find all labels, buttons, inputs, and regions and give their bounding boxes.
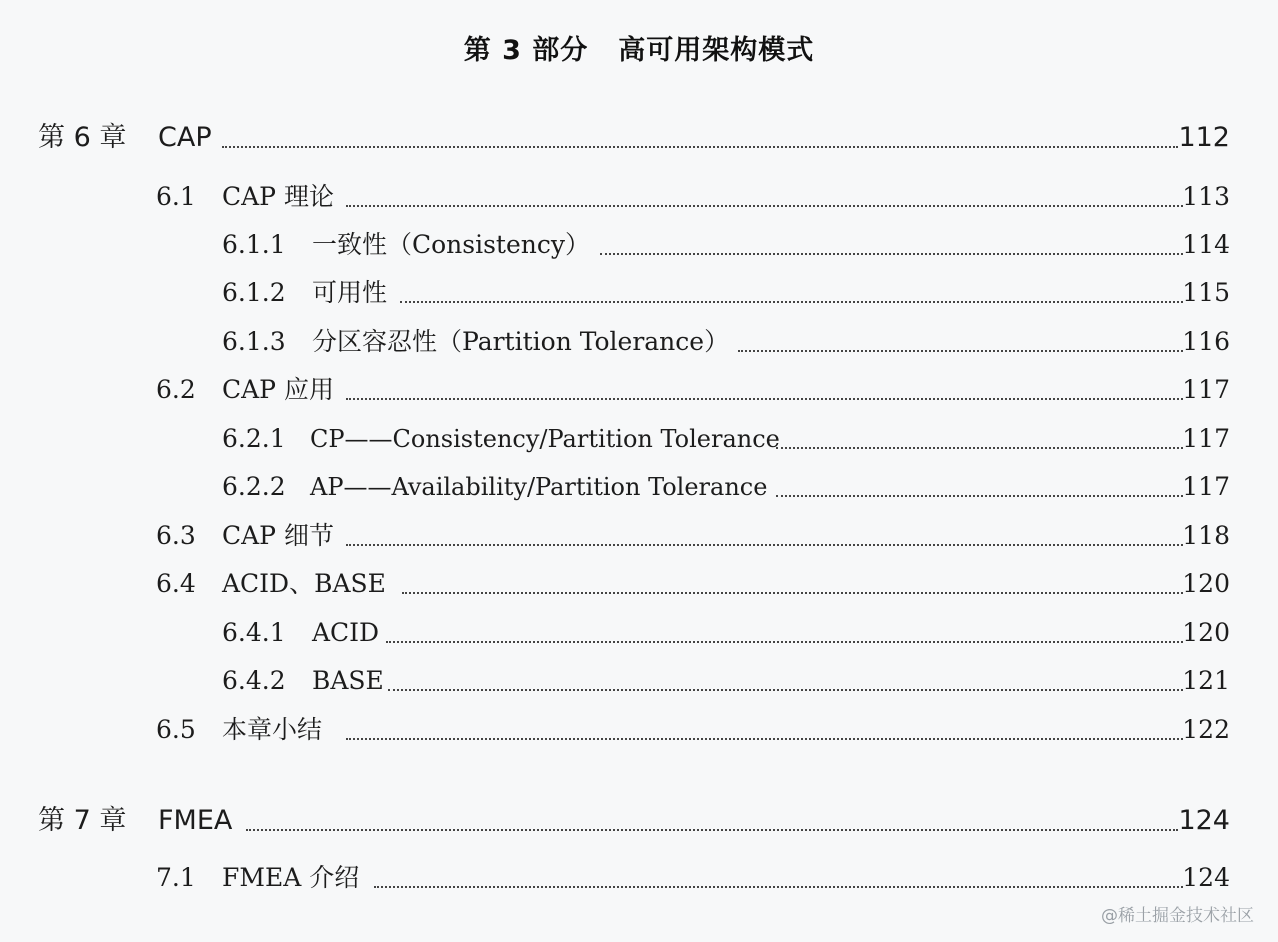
toc-page-number: 117 bbox=[1182, 424, 1230, 453]
watermark: @稀土掘金技术社区 bbox=[1101, 906, 1254, 926]
toc-page-number: 118 bbox=[1182, 521, 1230, 550]
toc-number: 6.2 bbox=[156, 375, 196, 404]
toc-page-number: 120 bbox=[1182, 569, 1230, 598]
toc-number: 6.5 bbox=[156, 715, 196, 744]
toc-number: 6.1.2 bbox=[222, 278, 286, 307]
toc-leader bbox=[346, 398, 1183, 400]
toc-row-subsection[interactable] bbox=[0, 420, 1278, 458]
toc-page-number: 124 bbox=[1178, 805, 1230, 836]
toc-row-subsection[interactable] bbox=[0, 323, 1278, 361]
toc-title: FMEA 介绍 bbox=[222, 863, 360, 892]
toc-row-subsection[interactable] bbox=[0, 274, 1278, 312]
toc-page-number: 122 bbox=[1182, 715, 1230, 744]
toc-number: 第 6 章 bbox=[38, 122, 127, 153]
toc-leader bbox=[222, 146, 1178, 148]
toc-row-subsection[interactable] bbox=[0, 226, 1278, 264]
toc-leader bbox=[400, 301, 1183, 303]
toc-title: CP——Consistency/Partition Tolerance bbox=[310, 425, 780, 453]
toc-leader bbox=[738, 350, 1183, 352]
toc-number: 第 7 章 bbox=[38, 805, 127, 836]
toc-page-number: 116 bbox=[1182, 327, 1230, 356]
toc-title: AP——Availability/Partition Tolerance bbox=[310, 473, 768, 501]
toc-number: 6.1.3 bbox=[222, 327, 286, 356]
toc-title: CAP bbox=[158, 122, 212, 153]
toc-number: 6.1.1 bbox=[222, 230, 286, 259]
toc-row-section[interactable] bbox=[0, 565, 1278, 603]
toc-leader bbox=[346, 544, 1183, 546]
toc-page-number: 124 bbox=[1182, 863, 1230, 892]
toc-row-subsection[interactable] bbox=[0, 662, 1278, 700]
toc-page-number: 115 bbox=[1182, 278, 1230, 307]
part-title bbox=[0, 28, 1278, 67]
toc-title: CAP 细节 bbox=[222, 521, 334, 550]
toc-title: CAP 理论 bbox=[222, 182, 334, 211]
toc-page-number: 120 bbox=[1182, 618, 1230, 647]
toc-title: 本章小结 bbox=[222, 715, 323, 744]
toc-page-number: 121 bbox=[1182, 666, 1230, 695]
toc-page-number: 113 bbox=[1182, 182, 1230, 211]
toc-number: 6.2.1 bbox=[222, 424, 286, 453]
toc-number: 6.2.2 bbox=[222, 472, 286, 501]
toc-page-number: 117 bbox=[1182, 472, 1230, 501]
toc-page-number: 114 bbox=[1182, 230, 1230, 259]
part-name: 高可用架构模式 bbox=[618, 35, 815, 66]
toc-row-section[interactable] bbox=[0, 178, 1278, 216]
toc-leader bbox=[776, 495, 1183, 497]
toc-leader bbox=[402, 592, 1183, 594]
toc-number: 7.1 bbox=[156, 863, 196, 892]
toc-leader bbox=[386, 641, 1183, 643]
toc-page-number: 117 bbox=[1182, 375, 1230, 404]
toc-row-section[interactable] bbox=[0, 859, 1278, 897]
toc-row-chapter[interactable] bbox=[0, 802, 1278, 840]
toc-leader bbox=[346, 738, 1183, 740]
toc-leader bbox=[600, 253, 1183, 255]
toc-row-subsection[interactable] bbox=[0, 468, 1278, 506]
toc-row-subsection[interactable] bbox=[0, 614, 1278, 652]
toc-leader bbox=[374, 886, 1183, 888]
toc-number: 6.3 bbox=[156, 521, 196, 550]
part-label: 第 3 部分 bbox=[463, 35, 589, 66]
toc-title: 可用性 bbox=[312, 278, 388, 307]
toc-number: 6.1 bbox=[156, 182, 196, 211]
toc-row-chapter[interactable] bbox=[0, 119, 1278, 157]
toc-leader bbox=[246, 829, 1178, 831]
toc-page-number: 112 bbox=[1178, 122, 1230, 153]
toc-number: 6.4.1 bbox=[222, 618, 286, 647]
toc-title: CAP 应用 bbox=[222, 375, 334, 404]
toc-title: ACID bbox=[312, 618, 380, 647]
toc-leader bbox=[776, 447, 1183, 449]
toc-title: 一致性（Consistency） bbox=[312, 230, 591, 259]
toc-leader bbox=[346, 205, 1183, 207]
toc-leader bbox=[388, 689, 1183, 691]
toc-title: FMEA bbox=[158, 805, 233, 836]
toc-row-section[interactable] bbox=[0, 517, 1278, 555]
toc-title: 分区容忍性（Partition Tolerance） bbox=[312, 327, 730, 356]
toc-row-section[interactable] bbox=[0, 371, 1278, 409]
toc-number: 6.4.2 bbox=[222, 666, 286, 695]
toc-row-section[interactable] bbox=[0, 711, 1278, 749]
toc-title: ACID、BASE bbox=[222, 569, 386, 598]
toc-number: 6.4 bbox=[156, 569, 196, 598]
toc-title: BASE bbox=[312, 666, 384, 695]
